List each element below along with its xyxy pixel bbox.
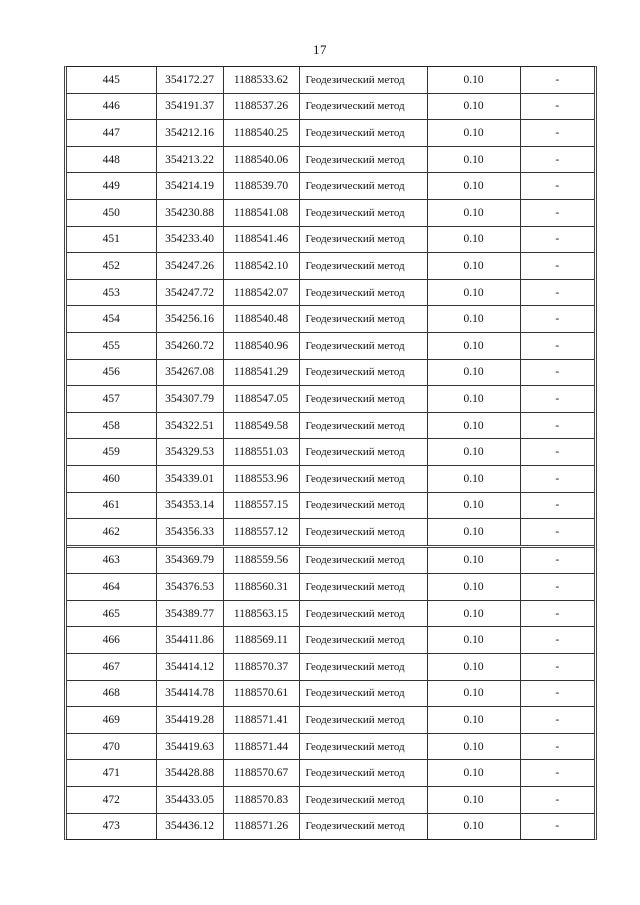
table-row: [67, 279, 594, 306]
note-cell: -: [520, 680, 594, 707]
table-row: [67, 654, 594, 681]
note-cell: -: [520, 627, 594, 654]
note-cell: -: [520, 93, 594, 120]
table-row: [67, 680, 594, 707]
table-row: [67, 492, 594, 519]
note-cell: -: [520, 199, 594, 226]
table-row: [67, 813, 594, 839]
x-coordinate-cell: 354356.33: [156, 519, 223, 547]
page-number: 17: [313, 42, 327, 57]
y-coordinate-cell: 1188547.05: [223, 386, 299, 413]
x-coordinate-cell: 354376.53: [156, 574, 223, 601]
x-coordinate-cell: 354267.08: [156, 359, 223, 386]
method-cell: Геодезический метод: [299, 332, 427, 359]
table-row: [67, 173, 594, 200]
table-row: [67, 465, 594, 492]
point-number-cell: 466: [67, 627, 156, 654]
point-number-cell: 463: [67, 546, 156, 574]
y-coordinate-cell: 1188571.26: [223, 813, 299, 839]
note-cell: -: [520, 787, 594, 814]
x-coordinate-cell: 354436.12: [156, 813, 223, 839]
y-coordinate-cell: 1188537.26: [223, 93, 299, 120]
table-row: [67, 332, 594, 359]
x-coordinate-cell: 354419.28: [156, 707, 223, 734]
table-row: [67, 733, 594, 760]
point-number-cell: 459: [67, 439, 156, 466]
accuracy-cell: 0.10: [427, 680, 520, 707]
method-cell: Геодезический метод: [299, 386, 427, 413]
table-row: [67, 386, 594, 413]
note-cell: -: [520, 332, 594, 359]
x-coordinate-cell: 354339.01: [156, 465, 223, 492]
point-number-cell: 471: [67, 760, 156, 787]
accuracy-cell: 0.10: [427, 146, 520, 173]
x-coordinate-cell: 354389.77: [156, 600, 223, 627]
table-row: [67, 519, 594, 547]
accuracy-cell: 0.10: [427, 173, 520, 200]
table-row: [67, 412, 594, 439]
x-coordinate-cell: 354213.22: [156, 146, 223, 173]
note-cell: -: [520, 359, 594, 386]
point-number-cell: 467: [67, 654, 156, 681]
accuracy-cell: 0.10: [427, 465, 520, 492]
accuracy-cell: 0.10: [427, 253, 520, 280]
accuracy-cell: 0.10: [427, 199, 520, 226]
note-cell: -: [520, 813, 594, 839]
table-row: [67, 627, 594, 654]
table-row: [67, 546, 594, 574]
x-coordinate-cell: 354419.63: [156, 733, 223, 760]
x-coordinate-cell: 354212.16: [156, 120, 223, 147]
accuracy-cell: 0.10: [427, 492, 520, 519]
method-cell: Геодезический метод: [299, 412, 427, 439]
accuracy-cell: 0.10: [427, 600, 520, 627]
x-coordinate-cell: 354353.14: [156, 492, 223, 519]
table-body: [67, 67, 594, 839]
point-number-cell: 448: [67, 146, 156, 173]
method-cell: Геодезический метод: [299, 574, 427, 601]
method-cell: Геодезический метод: [299, 306, 427, 333]
accuracy-cell: 0.10: [427, 733, 520, 760]
point-number-cell: 451: [67, 226, 156, 253]
x-coordinate-cell: 354260.72: [156, 332, 223, 359]
table-row: [67, 253, 594, 280]
x-coordinate-cell: 354256.16: [156, 306, 223, 333]
y-coordinate-cell: 1188542.10: [223, 253, 299, 280]
note-cell: -: [520, 253, 594, 280]
y-coordinate-cell: 1188542.07: [223, 279, 299, 306]
y-coordinate-cell: 1188559.56: [223, 546, 299, 574]
point-number-cell: 464: [67, 574, 156, 601]
x-coordinate-cell: 354214.19: [156, 173, 223, 200]
y-coordinate-cell: 1188553.96: [223, 465, 299, 492]
y-coordinate-cell: 1188569.11: [223, 627, 299, 654]
point-number-cell: 450: [67, 199, 156, 226]
note-cell: -: [520, 574, 594, 601]
method-cell: Геодезический метод: [299, 546, 427, 574]
point-number-cell: 445: [67, 67, 156, 93]
point-number-cell: 468: [67, 680, 156, 707]
method-cell: Геодезический метод: [299, 760, 427, 787]
note-cell: -: [520, 600, 594, 627]
method-cell: Геодезический метод: [299, 465, 427, 492]
x-coordinate-cell: 354172.27: [156, 67, 223, 93]
y-coordinate-cell: 1188570.67: [223, 760, 299, 787]
accuracy-cell: 0.10: [427, 654, 520, 681]
method-cell: Геодезический метод: [299, 173, 427, 200]
y-coordinate-cell: 1188570.37: [223, 654, 299, 681]
note-cell: -: [520, 120, 594, 147]
table-row: [67, 120, 594, 147]
accuracy-cell: 0.10: [427, 627, 520, 654]
point-number-cell: 473: [67, 813, 156, 839]
method-cell: Геодезический метод: [299, 680, 427, 707]
y-coordinate-cell: 1188539.70: [223, 173, 299, 200]
point-number-cell: 461: [67, 492, 156, 519]
note-cell: -: [520, 546, 594, 574]
point-number-cell: 453: [67, 279, 156, 306]
point-number-cell: 460: [67, 465, 156, 492]
y-coordinate-cell: 1188533.62: [223, 67, 299, 93]
table-row: [67, 359, 594, 386]
method-cell: Геодезический метод: [299, 253, 427, 280]
note-cell: -: [520, 386, 594, 413]
accuracy-cell: 0.10: [427, 813, 520, 839]
table-row: [67, 67, 594, 93]
x-coordinate-cell: 354411.86: [156, 627, 223, 654]
accuracy-cell: 0.10: [427, 439, 520, 466]
accuracy-cell: 0.10: [427, 359, 520, 386]
y-coordinate-cell: 1188570.61: [223, 680, 299, 707]
accuracy-cell: 0.10: [427, 574, 520, 601]
y-coordinate-cell: 1188540.06: [223, 146, 299, 173]
x-coordinate-cell: 354233.40: [156, 226, 223, 253]
note-cell: -: [520, 67, 594, 93]
method-cell: Геодезический метод: [299, 654, 427, 681]
coordinates-table: [64, 66, 597, 840]
note-cell: -: [520, 439, 594, 466]
table-row: [67, 707, 594, 734]
note-cell: -: [520, 707, 594, 734]
table-row: [67, 574, 594, 601]
accuracy-cell: 0.10: [427, 760, 520, 787]
y-coordinate-cell: 1188540.25: [223, 120, 299, 147]
table-row: [67, 226, 594, 253]
note-cell: -: [520, 226, 594, 253]
note-cell: -: [520, 492, 594, 519]
point-number-cell: 456: [67, 359, 156, 386]
y-coordinate-cell: 1188551.03: [223, 439, 299, 466]
method-cell: Геодезический метод: [299, 359, 427, 386]
y-coordinate-cell: 1188563.15: [223, 600, 299, 627]
note-cell: -: [520, 760, 594, 787]
point-number-cell: 472: [67, 787, 156, 814]
table-row: [67, 306, 594, 333]
point-number-cell: 455: [67, 332, 156, 359]
accuracy-cell: 0.10: [427, 226, 520, 253]
accuracy-cell: 0.10: [427, 519, 520, 547]
y-coordinate-cell: 1188570.83: [223, 787, 299, 814]
point-number-cell: 465: [67, 600, 156, 627]
table-row: [67, 787, 594, 814]
y-coordinate-cell: 1188540.96: [223, 332, 299, 359]
point-number-cell: 462: [67, 519, 156, 547]
x-coordinate-cell: 354247.72: [156, 279, 223, 306]
x-coordinate-cell: 354428.88: [156, 760, 223, 787]
x-coordinate-cell: 354191.37: [156, 93, 223, 120]
point-number-cell: 458: [67, 412, 156, 439]
method-cell: Геодезический метод: [299, 67, 427, 93]
method-cell: Геодезический метод: [299, 439, 427, 466]
point-number-cell: 452: [67, 253, 156, 280]
accuracy-cell: 0.10: [427, 279, 520, 306]
point-number-cell: 449: [67, 173, 156, 200]
method-cell: Геодезический метод: [299, 146, 427, 173]
point-number-cell: 446: [67, 93, 156, 120]
method-cell: Геодезический метод: [299, 519, 427, 547]
y-coordinate-cell: 1188541.08: [223, 199, 299, 226]
accuracy-cell: 0.10: [427, 306, 520, 333]
y-coordinate-cell: 1188540.48: [223, 306, 299, 333]
point-number-cell: 454: [67, 306, 156, 333]
point-number-cell: 457: [67, 386, 156, 413]
accuracy-cell: 0.10: [427, 787, 520, 814]
table-row: [67, 760, 594, 787]
table-row: [67, 93, 594, 120]
point-number-cell: 470: [67, 733, 156, 760]
method-cell: Геодезический метод: [299, 787, 427, 814]
note-cell: -: [520, 465, 594, 492]
note-cell: -: [520, 519, 594, 547]
x-coordinate-cell: 354230.88: [156, 199, 223, 226]
method-cell: Геодезический метод: [299, 120, 427, 147]
accuracy-cell: 0.10: [427, 67, 520, 93]
accuracy-cell: 0.10: [427, 332, 520, 359]
x-coordinate-cell: 354369.79: [156, 546, 223, 574]
x-coordinate-cell: 354433.05: [156, 787, 223, 814]
y-coordinate-cell: 1188541.46: [223, 226, 299, 253]
method-cell: Геодезический метод: [299, 600, 427, 627]
x-coordinate-cell: 354329.53: [156, 439, 223, 466]
y-coordinate-cell: 1188549.58: [223, 412, 299, 439]
note-cell: -: [520, 146, 594, 173]
note-cell: -: [520, 733, 594, 760]
method-cell: Геодезический метод: [299, 93, 427, 120]
y-coordinate-cell: 1188560.31: [223, 574, 299, 601]
accuracy-cell: 0.10: [427, 386, 520, 413]
table-row: [67, 439, 594, 466]
point-number-cell: 469: [67, 707, 156, 734]
x-coordinate-cell: 354247.26: [156, 253, 223, 280]
accuracy-cell: 0.10: [427, 546, 520, 574]
method-cell: Геодезический метод: [299, 279, 427, 306]
y-coordinate-cell: 1188571.41: [223, 707, 299, 734]
accuracy-cell: 0.10: [427, 707, 520, 734]
accuracy-cell: 0.10: [427, 93, 520, 120]
x-coordinate-cell: 354414.12: [156, 654, 223, 681]
note-cell: -: [520, 306, 594, 333]
note-cell: -: [520, 654, 594, 681]
accuracy-cell: 0.10: [427, 120, 520, 147]
table-row: [67, 600, 594, 627]
x-coordinate-cell: 354322.51: [156, 412, 223, 439]
accuracy-cell: 0.10: [427, 412, 520, 439]
x-coordinate-cell: 354414.78: [156, 680, 223, 707]
point-number-cell: 447: [67, 120, 156, 147]
note-cell: -: [520, 279, 594, 306]
method-cell: Геодезический метод: [299, 733, 427, 760]
table-row: [67, 146, 594, 173]
y-coordinate-cell: 1188557.12: [223, 519, 299, 547]
note-cell: -: [520, 412, 594, 439]
table-row: [67, 199, 594, 226]
method-cell: Геодезический метод: [299, 226, 427, 253]
y-coordinate-cell: 1188541.29: [223, 359, 299, 386]
y-coordinate-cell: 1188557.15: [223, 492, 299, 519]
y-coordinate-cell: 1188571.44: [223, 733, 299, 760]
method-cell: Геодезический метод: [299, 813, 427, 839]
x-coordinate-cell: 354307.79: [156, 386, 223, 413]
method-cell: Геодезический метод: [299, 199, 427, 226]
method-cell: Геодезический метод: [299, 627, 427, 654]
note-cell: -: [520, 173, 594, 200]
method-cell: Геодезический метод: [299, 707, 427, 734]
method-cell: Геодезический метод: [299, 492, 427, 519]
